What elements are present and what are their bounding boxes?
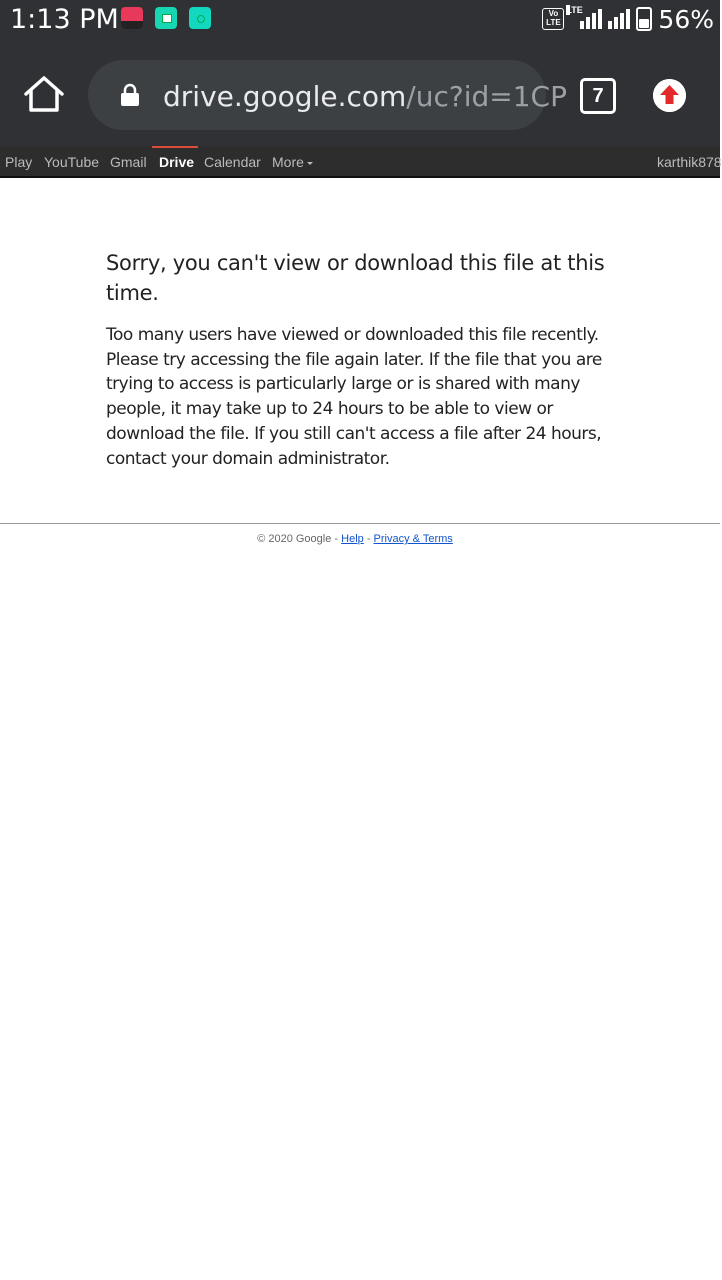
- home-icon[interactable]: [22, 74, 66, 114]
- error-title: Sorry, you can't view or download this file at this time.: [106, 251, 605, 305]
- gbar-more-menu[interactable]: [272, 154, 313, 170]
- battery-percent: 56%: [658, 4, 714, 34]
- browser-toolbar: [0, 40, 720, 146]
- url-text: [163, 80, 567, 113]
- footer-copyright: © 2020 Google: [257, 533, 332, 545]
- privacy-terms-link[interactable]: Privacy & Terms: [373, 533, 453, 545]
- caret-down-icon: [307, 162, 313, 165]
- url-host: drive.google.com: [163, 80, 407, 113]
- active-tab-indicator: [152, 146, 198, 148]
- app-notification-icon: [121, 7, 143, 29]
- footer: [0, 533, 710, 545]
- signal-lte-icon: [566, 5, 602, 29]
- footer-separator: -: [331, 533, 342, 545]
- gbar-link-drive[interactable]: Drive: [159, 154, 195, 170]
- app-notification-icon: [155, 7, 177, 29]
- battery-icon: [636, 7, 652, 31]
- tab-switcher-button[interactable]: 7: [580, 78, 616, 114]
- app-notification-icon: [189, 7, 211, 29]
- error-message: Too many users have viewed or downloaded this file recently. Please try accessing the file again later. If the file that you are trying to access is particularly large or is shared with many people, it may take up to 24 hours to be able to view or download the file. If you still can't access a file after 24 hours, contact your domain administrator.: [106, 325, 602, 469]
- gbar-link-youtube[interactable]: YouTube: [44, 154, 100, 170]
- update-icon[interactable]: [653, 79, 686, 112]
- lte-label: LTE: [566, 5, 583, 15]
- status-bar: [0, 0, 720, 40]
- signal-icon: [608, 9, 630, 29]
- url-path: /uc?id=1CP: [406, 80, 567, 113]
- status-time: 1:13 PM: [10, 4, 119, 35]
- google-apps-bar: [0, 146, 720, 178]
- gbar-link-gmail[interactable]: Gmail: [110, 154, 147, 170]
- help-link[interactable]: Help: [341, 533, 364, 545]
- volte-icon: Vo LTE: [542, 8, 564, 30]
- footer-divider: [0, 523, 720, 524]
- more-label: More: [272, 154, 304, 170]
- lock-icon: [120, 83, 140, 107]
- footer-separator: -: [363, 533, 374, 545]
- gbar-link-calendar[interactable]: Calendar: [204, 154, 261, 170]
- gbar-link-play[interactable]: Play: [5, 154, 33, 170]
- status-indicators: [542, 4, 714, 34]
- account-name[interactable]: karthik878: [657, 154, 722, 170]
- address-bar[interactable]: [88, 60, 567, 130]
